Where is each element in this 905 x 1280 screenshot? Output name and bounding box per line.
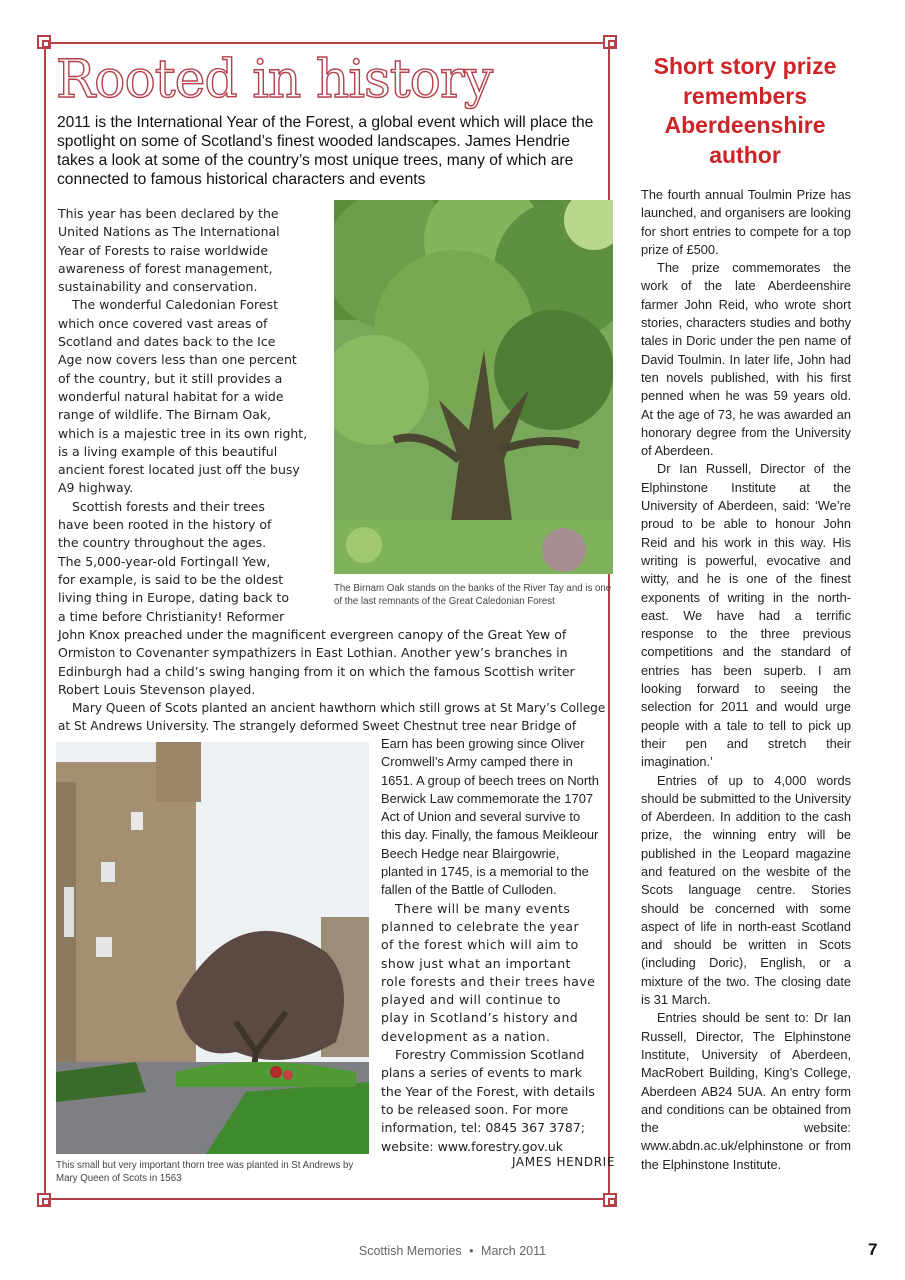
col1-line: sustainability and conservation.	[58, 279, 258, 295]
col2-line: the Year of the Forest, with details	[381, 1083, 595, 1099]
col1-line: which is a majestic tree in its own right,	[58, 425, 308, 441]
article-intro: 2011 is the International Year of the Forest, a global event which will place the spotlight on some of Scotland’s finest wooded landscapes. James Hendrie takes a look at some of the country’s most unique trees, many of which are connected to famous historical characters and events	[57, 114, 594, 188]
col2-line: play in Scotland’s history and	[381, 1010, 579, 1026]
col1-line: have been rooted in the history of	[58, 517, 272, 533]
col2-line: Berwick Law commemorate the 1707	[381, 790, 594, 806]
wide-line: Mary Queen of Scots planted an ancient hawthorn which still grows at St Mary’s College	[72, 701, 606, 716]
sidebar-paragraph: The fourth annual Toulmin Prize has launched, and organisers are looking for short entries to compete for a top prize of £500.	[641, 187, 851, 257]
col2-line: of the forest which will aim to	[381, 937, 579, 953]
col2-line: Cromwell’s Army camped there in	[381, 754, 573, 770]
col1-line: living thing in Europe, dating back to	[58, 590, 290, 606]
col1-line: a time before Christianity! Reformer	[58, 608, 285, 624]
col2-line: development as a nation.	[381, 1028, 551, 1044]
col2-line: Beech Hedge near Blairgowrie,	[381, 845, 560, 861]
article-title: Rooted in history	[56, 50, 493, 110]
col2-line: Act of Union and several survive to	[381, 809, 581, 825]
author-byline: JAMES HENDRIE	[512, 1155, 615, 1169]
col2-line: fallen of the Battle of Culloden.	[381, 882, 557, 898]
col1-line: United Nations as The International	[58, 224, 280, 240]
col2-line: information, tel: 0845 367 3787;	[381, 1120, 585, 1136]
oak-caption: The Birnam Oak stands on the banks of the River Tay and is one of the last remnants of the Great Caledonian Forest	[334, 583, 612, 607]
col2-line: website: www.forestry.gov.uk	[381, 1138, 563, 1154]
col2-line: this day. Finally, the famous Meikleour	[381, 827, 599, 843]
sidebar-headline: Short story prize remembers Aberdeenshire author	[653, 53, 837, 168]
wide-line: Edinburgh had a child’s swing hanging from it on which the famous Scottish writer	[58, 663, 575, 679]
wide-text-block	[58, 626, 610, 736]
col1-line: wonderful natural habitat for a wide	[58, 388, 284, 404]
col2-line: planned to celebrate the year	[381, 918, 580, 934]
col1-line: range of wildlife. The Birnam Oak,	[58, 407, 272, 423]
wide-line: John Knox preached under the magnificent evergreen canopy of the Great Yew of	[58, 627, 567, 642]
wide-line: Ormiston to Covenanter sympathizers in East Lothian. Another yew’s branches in	[58, 645, 568, 661]
frame-corner-ornament	[603, 1193, 617, 1207]
col1-line: for example, is said to be the oldest	[58, 571, 284, 587]
column-1	[58, 205, 328, 626]
column-2	[381, 735, 610, 1156]
col1-line: Age now covers less than one percent	[58, 352, 297, 368]
col1-line: awareness of forest management,	[58, 260, 273, 276]
wide-line: Robert Louis Stevenson played.	[58, 681, 256, 697]
col2-line: 1651. A group of beech trees on North	[381, 772, 599, 788]
sidebar-paragraph: The prize commemorates the work of the late Aberdeenshire farmer John Reid, who wrote short stories, characters studies and bothy tales in Doric under the pen name of David Toulmin. In later life, John had ten novels published, with his first penned when he was 59 years old. At the age of 73, he was awarded an honorary degree from the University of Aberdeen.	[641, 260, 851, 459]
page-footer	[0, 1244, 905, 1258]
frame-corner-ornament	[37, 1193, 51, 1207]
col1-line: ancient forest located just off the busy	[58, 462, 300, 478]
col1-line: The wonderful Caledonian Forest	[72, 297, 278, 313]
col2-line: role forests and their trees have	[381, 973, 596, 989]
birnam-oak-photo	[334, 200, 613, 574]
col1-line: Scottish forests and their trees	[72, 498, 265, 514]
frame-corner-ornament	[37, 35, 51, 49]
col2-line: plans a series of events to mark	[381, 1065, 582, 1081]
sidebar-body	[641, 186, 851, 1174]
col2-line: Earn has been growing since Oliver	[381, 736, 585, 751]
col1-line: the country throughout the ages.	[58, 535, 267, 551]
thorn-tree-photo	[56, 742, 369, 1154]
col1-line: is a living example of this beautiful	[58, 443, 278, 459]
col2-line: to be released soon. For more	[381, 1101, 569, 1117]
footer-separator: •	[469, 1244, 474, 1258]
col2-line: show just what an important	[381, 955, 571, 971]
col2-line: played and will continue to	[381, 992, 561, 1008]
frame-corner-ornament	[603, 35, 617, 49]
wide-line: at St Andrews University. The strangely deformed Sweet Chestnut tree near Bridge of	[58, 719, 577, 734]
publication-name: Scottish Memories	[358, 1244, 462, 1258]
col1-line: This year has been declared by the	[58, 206, 279, 221]
col1-line: Scotland and dates back to the Ice	[58, 334, 276, 350]
col1-line: A9 highway.	[58, 480, 134, 496]
col2-line: There will be many events	[395, 900, 571, 916]
sidebar-paragraph: Dr Ian Russell, Director of the Elphinstone Institute at the University of Aberdeen, said: ‘We’re proud to be able to honour John Reid and his work in this way. His writing is powerful, evocative and witty, and he is one of the finest exponents of writing in the north-east. We have had a terrific response to the three previous competitions and the standard of entries has been superb. I am looking forward to seeing the selection for 2011 and would urge people with a tale to tell to pick up their pen and stretch their imagination.’	[641, 461, 851, 770]
col1-line: Year of Forests to raise worldwide	[58, 242, 269, 258]
issue-date: March 2011	[481, 1244, 547, 1258]
sidebar-paragraph: Entries should be sent to: Dr Ian Russell, Director, The Elphinstone Institute, University of Aberdeen, MacRobert Building, King’s College, Aberdeen AB24 5UA. An entry form and conditions can be obtained from the website: www.abdn.ac.uk/elphinstone or from the Elphinstone Institute.	[641, 1010, 851, 1172]
thorn-caption: This small but very important thorn tree was planted in St Andrews by Mary Queen of Scots in 1563	[56, 1160, 354, 1184]
col2-line: Forestry Commission Scotland	[395, 1047, 585, 1063]
sidebar-paragraph: Entries of up to 4,000 words should be submitted to the University of Aberdeen. In addition to the cash prize, the winning entry will be published in the Leopard magazine and featured on the wesbite of the Scots language centre. Stories should be concerned with some aspect of life in north-east Scotland and should be written in Scots (including Doric), English, or a mixture of the two. The closing date is 31 March.	[641, 772, 851, 1008]
col1-line: The 5,000-year-old Fortingall Yew,	[58, 553, 271, 569]
page-number: 7	[868, 1240, 878, 1259]
col1-line: of the country, but it still provides a	[58, 370, 283, 386]
col2-line: planted in 1745, is a memorial to the	[381, 864, 589, 880]
col1-line: which once covered vast areas of	[58, 315, 268, 331]
